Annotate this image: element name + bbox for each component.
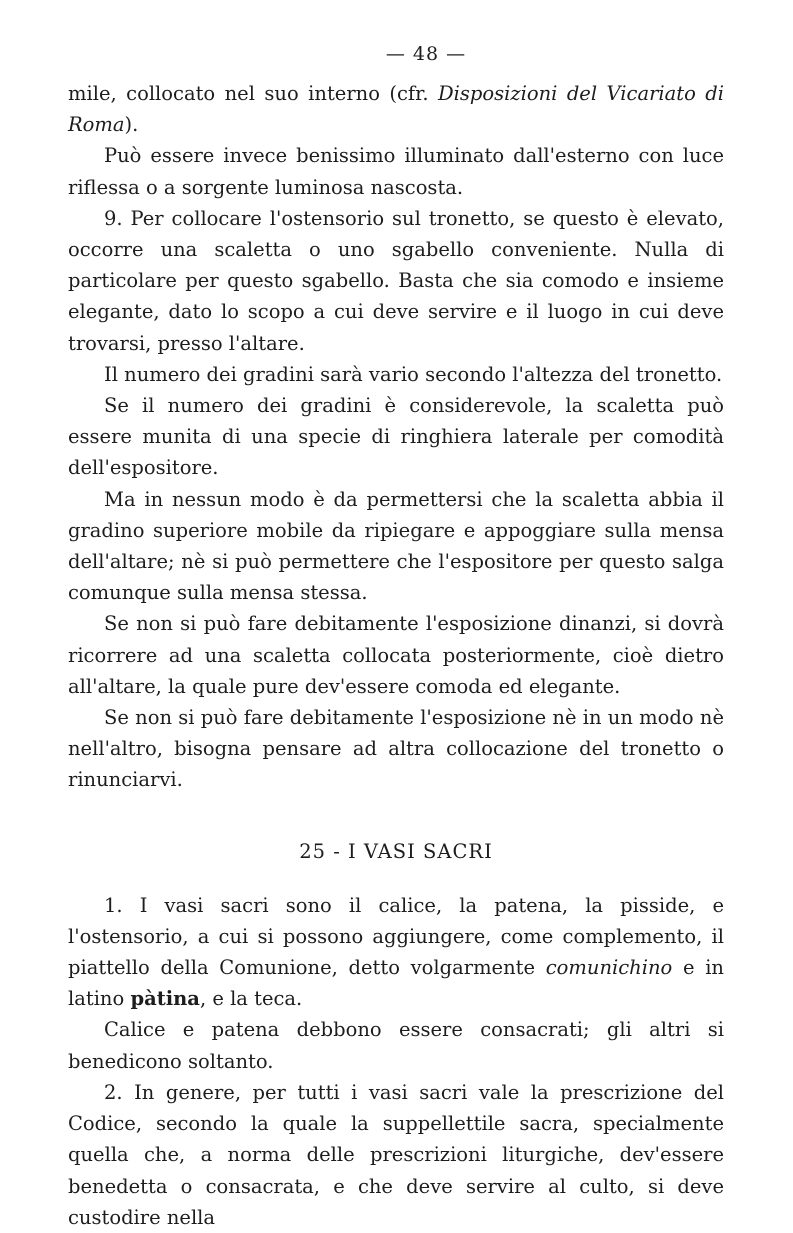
paragraph-alternative: Se non si può fare debitamente l'esposizione nè in un modo nè nell'altro, bisogna pensare ad altra collocazione del tronetto o rinunciarvi.	[68, 706, 724, 792]
paragraph-lighting: Può essere invece benissimo illuminato dall'esterno con luce riflessa o a sorgente luminosa nascosta.	[68, 144, 724, 199]
paragraph-ladder: 9. Per collocare l'ostensorio sul tronetto, se questo è elevato, occorre una scaletta o uno sgabello conveniente. Nulla di particolare per questo sgabello. Basta che sia comodo e insieme elegante, dato lo scopo a cui deve servire e il luogo in cui deve trovarsi, presso l'altare.	[68, 206, 724, 355]
paragraph-sacred-vessels	[68, 890, 724, 1015]
citation-title: Disposizioni del Vicariato di Roma	[68, 82, 724, 137]
paragraph-consecration: Calice e patena debbono essere consacrati; gli altri si benedicono soltanto.	[68, 1018, 724, 1073]
paragraph-code-prescription: 2. In genere, per tutti i vasi sacri vale la prescrizione del Codice, secondo la quale la suppellettile sacra, specialmente quella che, a norma delle prescrizioni liturgiche, dev'essere benedetta o consacrata, e che deve servire al culto, si deve custodire nella	[68, 1080, 724, 1229]
paragraph-steps-number: Il numero dei gradini sarà vario secondo l'altezza del tronetto.	[104, 362, 723, 386]
section-title: 25 - I VASI SACRI	[299, 839, 493, 863]
paragraph-railing: Se il numero dei gradini è considerevole, la scaletta può essere munita di una specie di ringhiera laterale per comodità dell'espositore.	[68, 394, 724, 480]
vessels-text: 1. I vasi sacri sono il calice, la patena, la pisside, e l'ostensorio, a cui si possono aggiungere, come complemento, il piattello della Comunione, detto volgarmente	[68, 893, 724, 980]
paragraph-prohibition: Ma in nessun modo è da permettersi che la scaletta abbia il gradino superiore mobile da ripiegare e appoggiare sulla mensa dell'altare; nè si può permettere che l'espositore per questo salga comunque sulla mensa stessa.	[68, 487, 724, 605]
continuation-end: ).	[124, 113, 139, 137]
continuation-text: mile, collocato nel suo interno (cfr.	[68, 82, 438, 105]
continuation-paragraph	[68, 78, 724, 140]
book-page	[68, 40, 724, 1233]
bold-term: pàtina	[130, 987, 200, 1011]
vessels-text-middle: e in latino	[68, 956, 724, 1011]
page-number: — 48 —	[385, 43, 467, 65]
vessels-text-end: , e la teca.	[199, 987, 303, 1011]
italic-term: comunichino	[545, 956, 673, 980]
paragraph-rear-ladder: Se non si può fare debitamente l'esposizione dinanzi, si dovrà ricorrere ad una scaletta collocata posteriormente, cioè dietro all'altare, la quale pure dev'essere comoda ed elegante.	[68, 612, 724, 698]
